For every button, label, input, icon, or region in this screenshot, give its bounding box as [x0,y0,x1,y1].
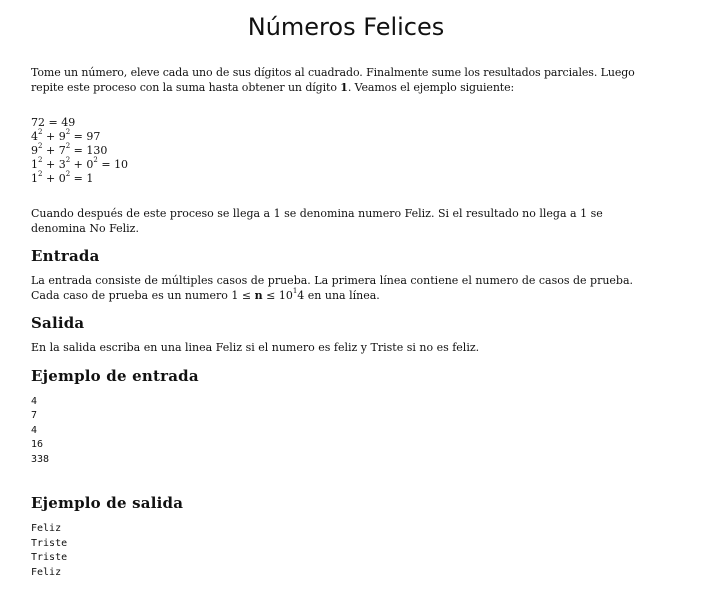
page-title: Números Felices [247,13,445,41]
section-heading-ejemplo-entrada: Ejemplo de entrada [31,366,199,385]
section-heading-entrada: Entrada [31,247,100,265]
sample-input-line: 338 [31,453,50,465]
intro-text: Tome un número, eleve cada uno de sus dígitos al cuadrado. Finalmente sume los resultados parciales. Luego repite este proceso con la suma hasta obtener un dígito [31,66,635,94]
sample-input-block [31,395,661,468]
section-heading-salida: Salida [31,314,85,332]
example-step: $1^2 + 3^2 + 0^2 = 10$ [31,156,129,171]
sample-output-line: Triste [31,537,68,549]
example-step: 72 = 49 [31,116,76,129]
section-heading-ejemplo-salida: Ejemplo de salida [31,494,184,512]
entrada-paragraph: La entrada consiste de múltiples casos de prueba. La primera línea contiene el numero de casos de prueba. Cada caso de prueba es un numero $1 \le n \le 10^14$ en una línea. [31,274,634,302]
sample-input-line: 16 [31,439,44,450]
spacer [31,467,661,483]
example-step: $1^2 + 0^2 = 1$ [31,170,94,185]
sample-output-block [31,522,661,580]
salida-paragraph: En la salida escriba en una linea Feliz si el numero es feliz y Triste si no es feliz. [31,341,480,354]
sample-input-line: 4 [31,395,38,407]
intro-bold-digit: 1 [340,80,348,94]
example-step: $4^2 + 9^2 = 97$ [31,128,101,143]
sample-input-line: 4 [31,424,38,436]
example-step: $9^2 + 7^2 = 130$ [31,142,108,157]
sample-output-line: Triste [31,552,68,563]
intro-text-end: . Veamos el ejemplo siguiente: [347,80,515,94]
sample-output-line: Feliz [31,523,62,534]
variable-n: n [254,288,263,302]
sample-input-line: 7 [31,410,38,421]
conclusion-paragraph: Cuando después de este proceso se llega a 1 se denomina numero Feliz. Si el resultado no llega a 1 se denomina No Feliz. [31,207,603,235]
intro-paragraph [31,66,661,95]
sample-output-line: Feliz [31,566,62,578]
document-page [31,10,661,580]
example-steps [31,116,661,186]
